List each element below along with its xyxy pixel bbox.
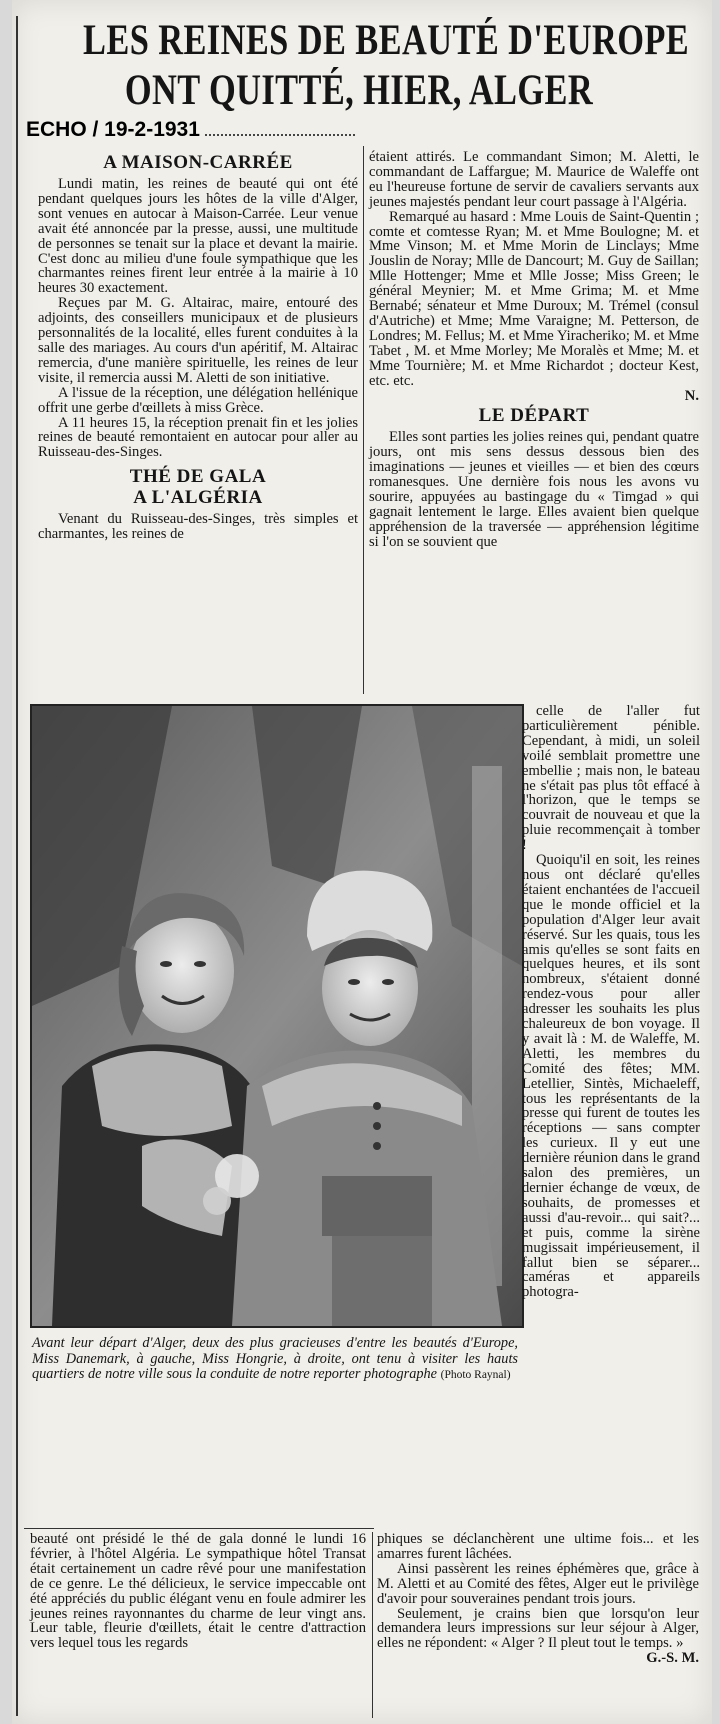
bottom-right-column [377, 1532, 699, 1666]
heading-line: THÉ DE GALA [129, 466, 267, 488]
right-column [369, 150, 699, 550]
photograph-two-beauty-queens [30, 704, 524, 1328]
paragraph: Ainsi passèrent les reines éphémères que, grâce à M. Aletti et au Comité des fêtes, Alger eut le privilège d'avoir pour souveraines pendant trois jours. [377, 1560, 699, 1607]
paragraph: Reçues par M. G. Altairac, maire, entouré des adjoints, des conseillers municipaux et de plusieurs personnalités de la localité, elles furent conduites à la salle des mariages. Au cours d'un apéritif, M. Altairac remercia, d'une manière spirituelle, les reines de leur visite, il remercia aussi M. Aletti de son initiative. [38, 295, 358, 386]
paragraph: phiques se déclanchèrent une ultime fois... et les amarres furent lâchées. [377, 1531, 699, 1562]
headline-line-1: LES REINES DE BEAUTÉ D'EUROPE [83, 17, 690, 64]
narrow-column [522, 704, 700, 1300]
heading-line: A L'ALGÉRIA [133, 487, 263, 509]
paragraph: Lundi matin, les reines de beauté qui ont été pendant quelques jours les hôtes de la ville d'Alger, sont venues en autocar à Maison-Carrée. Leur venue avait été annoncée par la presse, aussi, une multitude de personnes se tenait sur la place et devant la mairie. C'est donc au milieu d'une foule sympathique que les charmantes reines firent leur entrée à la mairie à 10 heures 30 exactement. [38, 176, 358, 297]
paragraph: Elles sont parties les jolies reines qui, pendant quatre jours, ont mis sens dessus dessous bien des imaginations — jeunes et vieilles — et bien des cœurs romanesques. Une dernière fois nous les avons vu sourire, appuyées au bastingage du « Timgad » qui gagnait lentement le large. Elles avaient bien quelque appréhension de la traversée — appréhension légitime si l'on se souvient que [369, 429, 699, 550]
paragraph: Remarqué au hasard : Mme Louis de Saint-Quentin ; comte et comtesse Ryan; M. et Mme Boulogne; M. et Mme Vinson; M. et Mme Morin de Linclays; Mme Jouslin de Noray; Mlle de Dancourt; M. Guy de Saillan; Mlle Hottenger; Mme et Mlle Josse; Miss Green; le général Meynier; M. et Mme Grima; M. et Mme Bernabé; sénateur et Mme Duroux; M. Trémel (consul d'Autriche) et Mme; Mme Varaigne; M. Petterson, de Londres; M. Fellus; M. et Mme Yiracheriko; M. et Mme Tabet , M. et Mme Morley; Me Moralès et Mme; M. et Mme Tournière; M. et Mme Richardot ; docteur Kest, etc. etc. [369, 208, 699, 389]
paragraph: beauté ont présidé le thé de gala donné le lundi 16 février, à l'hôtel Algéria. Le sympathique hôtel Transat était certainement un cadre rêvé pour une manifestation de ce genre. Le thé délicieux, le service impeccable ont été appréciés du public élégant venu en foule admirer les jeunes reines rayonnantes du charme de leur vingt ans. Leur table, fleurie d'œillets, était le centre d'attraction vers lequel tous les regards [30, 1531, 366, 1652]
bottom-left-column [30, 1532, 366, 1651]
paragraph: A l'issue de la réception, une délégation hellénique offrit une gerbe d'œillets à miss Grèce. [38, 384, 358, 416]
photo-caption [32, 1336, 518, 1384]
paragraph: étaient attirés. Le commandant Simon; M. Aletti, le commandant de Laffargue; M. Maurice de Waleffe ont eu l'heureuse fortune de servir de cavaliers servants aux jeunes majestés pendant leur court passage à l'Algéria. [369, 149, 699, 210]
column-divider-upper [363, 146, 364, 694]
paragraph: celle de l'aller fut particulièrement pénible. Cependant, à midi, un soleil voilé semblait promettre une embellie ; mais non, le bateau ne s'était pas plus tôt effacé à l'horizon, que le temps se couvrait de nouveau et que la pluie recommençait à tomber ! [522, 703, 700, 854]
left-border-rule [16, 16, 18, 1716]
source-stamp: ECHO / 19-2-1931 [26, 118, 200, 141]
heading-the-de-gala [38, 466, 358, 508]
headline-line-2: ONT QUITTÉ, HIER, ALGER [124, 67, 594, 114]
author-signature: G.-S. M. [646, 1650, 699, 1667]
photo-image [32, 706, 522, 1326]
paragraph: Quoiqu'il en soit, les reines nous ont déclaré qu'elles étaient enchantées de l'accueil que le monde officiel et la population d'Alger leur avait réservé. Sur les quais, tous les amis qu'elles se sont faits en quelques heures, et ils sont nombreux, s'étaient donné rendez-vous pour aller adresser les souhaits les plus chaleureux de bon voyage. Il y avait là : M. de Waleffe, M. Aletti, les membres du Comité des fêtes; MM. Letellier, Sintès, Michaeleff, tous les représentants de la presse qui furent de toutes les réceptions — sans compter les curieux. Il y eut une dernière réunion dans le grand salon des premières, un dernier échange de vœux, de souhaits, de promesses et aussi d'au-revoir... qui sait?... et puis, comme la sirène mugissait impérieusement, il fallut bien se séparer... caméras et appareils photogra- [522, 852, 700, 1301]
paragraph: Seulement, je crains bien que lorsqu'on leur demandera leurs impressions sur leur séjour à Alger, elles ne répondent: « Alger ? Il pleut tout le temps. » [377, 1605, 699, 1652]
heading-maison-carree: A MAISON-CARRÉE [103, 152, 293, 173]
photo-credit: (Photo Raynal) [440, 1369, 511, 1382]
signature-initial: N. [684, 387, 699, 404]
photo-bottom-rule [24, 1528, 374, 1529]
caption-text: Avant leur départ d'Alger, deux des plus gracieuses d'entre les beautés d'Europe, Miss Danemark, à gauche, Miss Hongrie, à droite, ont tenu à visiter les hauts quartiers de notre ville sous la conduite de notre reporter photographe [32, 1335, 518, 1383]
paragraph: A 11 heures 15, la réception prenait fin et les jolies reines de beauté remontaient en autocar pour aller au Ruisseau-des-Singes. [38, 414, 358, 461]
paragraph: Venant du Ruisseau-des-Singes, très simples et charmantes, les reines de [38, 511, 358, 543]
heading-le-depart: LE DÉPART [478, 405, 590, 427]
dotted-leader [205, 134, 355, 136]
column-divider-lower [372, 1532, 373, 1718]
left-column [38, 150, 358, 542]
